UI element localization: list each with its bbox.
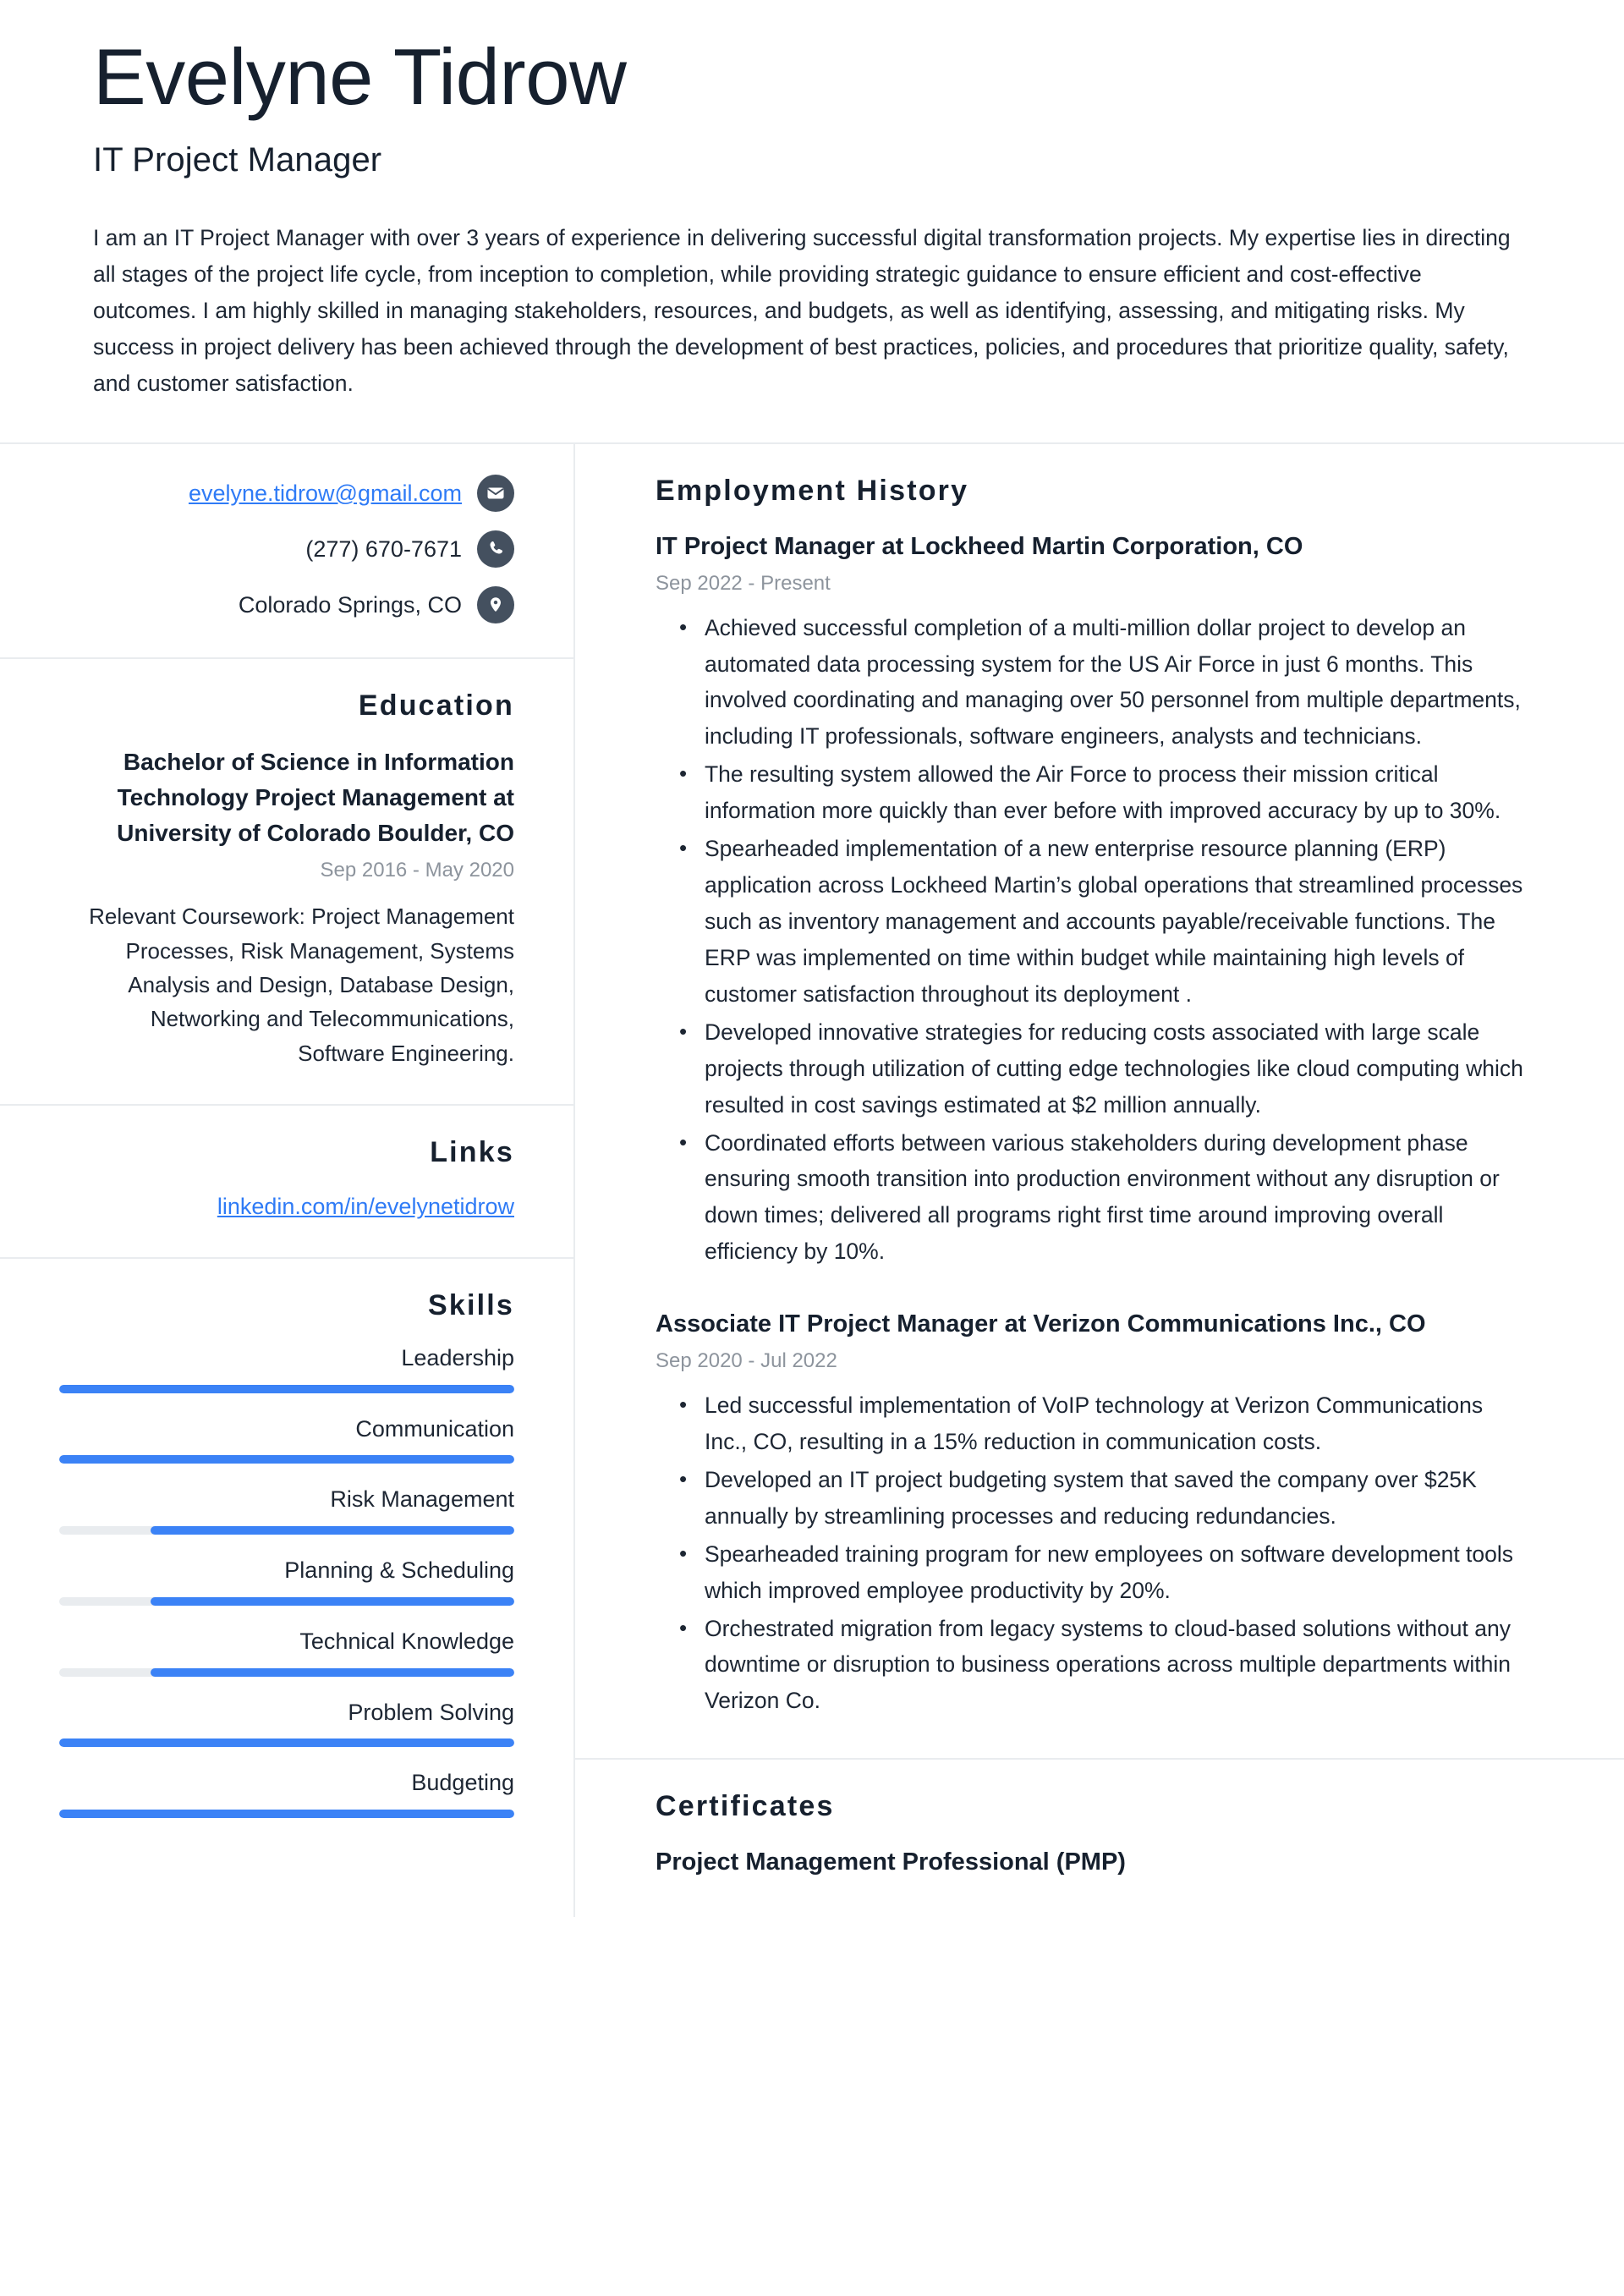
page-title: Evelyne Tidrow [93, 32, 627, 121]
education-entry [59, 744, 514, 1070]
job-title-subtitle: IT Project Manager [93, 141, 382, 179]
skill-level-bar [59, 1455, 514, 1464]
employment-bullet: • Developed an IT project budgeting system that saved the company over $25K annually by streamlining processes and reducing redundancies. [705, 1462, 1531, 1535]
skill-level-bar [59, 1668, 514, 1677]
employment-entry [656, 530, 1531, 1270]
resume-body [0, 442, 1624, 1918]
skill-item [59, 1344, 514, 1393]
employment-bullet: • Developed innovative strategies for reducing costs associated with large scale projects through utilization of cutting edge technologies like cloud computing which resulted in cost savings estimated at $2 million annually. [705, 1014, 1531, 1123]
phone-text: (277) 670-7671 [305, 536, 462, 562]
skill-item [59, 1628, 514, 1677]
skill-label: Risk Management [330, 1486, 514, 1513]
skill-level-bar [59, 1810, 514, 1818]
employment-dates: Sep 2022 - Present [656, 572, 831, 596]
skill-label: Problem Solving [348, 1699, 514, 1725]
certificates-list [656, 1845, 1531, 1880]
skill-level-fill [59, 1455, 514, 1464]
employment-bullet: • The resulting system allowed the Air Force to process their mission critical information more quickly than ever before with improved accuracy by up to 30%. [705, 756, 1531, 829]
skill-item [59, 1415, 514, 1464]
location-pin-icon [477, 586, 514, 623]
skill-level-fill [59, 1738, 514, 1747]
employment-entry [656, 1307, 1531, 1719]
employment-bullet: • Spearheaded training program for new employees on software development tools which improved employee productivity by 20%. [705, 1536, 1531, 1609]
certificates-heading: Certificates [656, 1790, 835, 1823]
links-heading: Links [430, 1135, 514, 1168]
skill-label: Budgeting [411, 1770, 514, 1796]
contact-item-email[interactable] [59, 475, 514, 512]
skill-item [59, 1557, 514, 1606]
employment-bullet: • Coordinated efforts between various stakeholders during development phase ensuring smooth transition into production environment without any disruption or down times; delivered all programs right first time around improving overall efficiency by 10%. [705, 1125, 1531, 1271]
skill-level-fill [59, 1810, 514, 1818]
envelope-icon [477, 475, 514, 512]
skill-level-fill [151, 1668, 514, 1677]
main-content [575, 444, 1624, 1918]
skill-level-fill [151, 1526, 514, 1535]
skill-level-bar [59, 1526, 514, 1535]
skill-level-bar [59, 1385, 514, 1393]
skills-heading: Skills [427, 1288, 514, 1321]
skill-item [59, 1486, 514, 1535]
certificate-title: Project Management Professional (PMP) [656, 1848, 1126, 1876]
employment-history-section [575, 444, 1624, 1760]
education-dates: Sep 2016 - May 2020 [320, 858, 514, 882]
employment-dates: Sep 2020 - Jul 2022 [656, 1349, 837, 1373]
employment-title: IT Project Manager at Lockheed Martin Corporation, CO [656, 532, 1303, 560]
skill-level-bar [59, 1597, 514, 1606]
employment-bullet: • Spearheaded implementation of a new enterprise resource planning (ERP) application across Lockheed Martin’s global operations that streamlined processes such as inventory management and accounts payable/receivable functions. The ERP was implemented on time within budget while maintaining high levels of customer satisfaction throughout its deployment . [705, 831, 1531, 1013]
skill-item [59, 1699, 514, 1748]
resume-header [0, 0, 1624, 442]
contact-item-phone [59, 530, 514, 568]
employment-bullet: • Orchestrated migration from legacy systems to cloud-based solutions without any downtime or disruption to business operations across multiple departments within Verizon Co. [705, 1611, 1531, 1720]
employment-title: Associate IT Project Manager at Verizon Communications Inc., CO [656, 1310, 1426, 1338]
skill-item [59, 1769, 514, 1818]
certificates-section [575, 1760, 1624, 1917]
skills-section [0, 1259, 573, 1852]
skill-label: Communication [355, 1415, 514, 1442]
education-degree: Bachelor of Science in Information Technology Project Management at University of Colorado Boulder, CO [117, 748, 514, 846]
skill-level-fill [151, 1597, 514, 1606]
jobs-list [656, 530, 1531, 1719]
education-heading: Education [358, 689, 514, 722]
education-section [0, 659, 573, 1106]
professional-summary: I am an IT Project Manager with over 3 years of experience in delivering successful digital transformation projects. My expertise lies in directing all stages of the project life cycle, from inception to completion, while providing strategic guidance to ensure efficient and cost-effective outcomes. I am highly skilled in managing stakeholders, resources, and budgets, as well as identifying, assessing, and mitigating risks. My success in project delivery has been achieved through the development of best practices, policies, and procedures that prioritize quality, safety, and customer satisfaction. [93, 225, 1511, 396]
skills-list [59, 1344, 514, 1818]
contact-item-location [59, 586, 514, 623]
employment-bullet-list [656, 1387, 1531, 1719]
skill-label: Leadership [401, 1344, 514, 1370]
education-description: Relevant Coursework: Project Management Processes, Risk Management, Systems Analysis and Design, Database Design, Networking and Telecommunications, Software Engineering. [89, 904, 514, 1066]
contact-section [0, 444, 573, 659]
location-text: Colorado Springs, CO [238, 591, 462, 618]
phone-icon [477, 530, 514, 568]
email-text[interactable]: evelyne.tidrow@gmail.com [188, 480, 462, 506]
employment-bullet: • Achieved successful completion of a multi-million dollar project to develop an automated data processing system for the US Air Force in just 6 months. This involved coordinating and managing over 50 personnel from multiple departments, including IT professionals, software engineers, analysts and technicians. [705, 610, 1531, 755]
employment-history-heading: Employment History [656, 474, 969, 507]
skill-level-bar [59, 1738, 514, 1747]
employment-bullet-list [656, 610, 1531, 1271]
sidebar [0, 444, 575, 1918]
link-item-linkedin[interactable]: linkedin.com/in/evelynetidrow [217, 1193, 514, 1219]
links-section [0, 1106, 573, 1259]
skill-level-fill [59, 1385, 514, 1393]
employment-bullet: • Led successful implementation of VoIP technology at Verizon Communications Inc., CO, resulting in a 15% reduction in communication costs. [705, 1387, 1531, 1460]
skill-label: Technical Knowledge [299, 1628, 514, 1654]
skill-label: Planning & Scheduling [284, 1557, 514, 1583]
